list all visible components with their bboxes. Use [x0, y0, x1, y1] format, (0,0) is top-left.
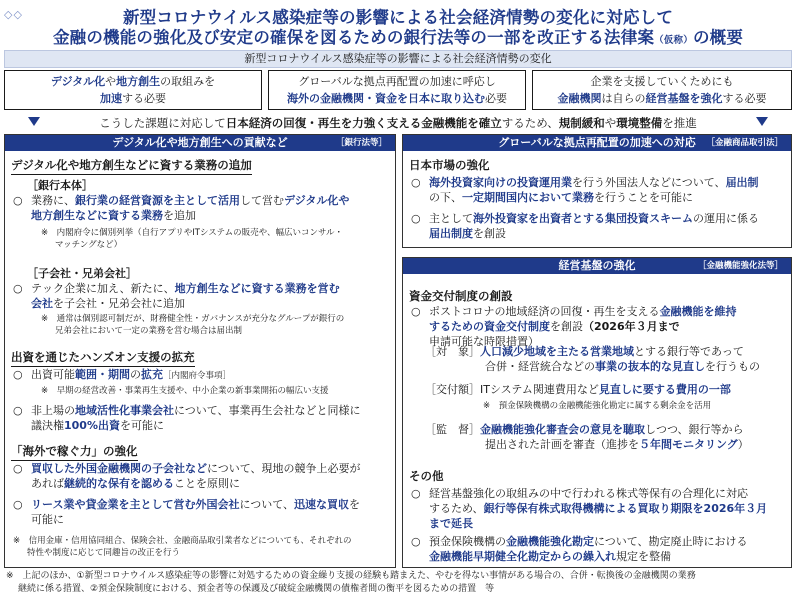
- list-item: ○ テック企業に加え、新たに、地方創生などに資する業務を営む 会社を子会社・兄弟会社に追加: [13, 282, 340, 310]
- need-box-digital: デジタル化や地方創生の取組みを 加速する必要: [4, 70, 262, 110]
- section-heading: 日本市場の強化: [409, 158, 490, 172]
- note: ※ 早期の経営改善・事業再生支援や、中小企業の新事業開拓の幅広い支援: [41, 386, 329, 396]
- list-item: ○ 出資可能範囲・期間の拡充［内閣府令事項］: [13, 368, 232, 381]
- list-item: ○ 海外投資家向けの投資運用業を行う外国法人などについて、届出制 の下、一定期間国内において業務を行うことを可能に: [411, 176, 759, 204]
- detail-amount: ［交付額］ITシステム関連費用など見直しに要する費用の一部: [425, 383, 731, 396]
- note: ※ 内閣府令に個別列挙（自行アプリやITシステムの販売や、幅広いコンサル・ マッチングなど）: [41, 228, 344, 250]
- page-title-line2: 金融の機能の強化及び安定の確保を図るための銀行法等の一部を改正する法律案（仮称）の概要: [52, 28, 744, 47]
- panel-digital-regional: [4, 134, 396, 568]
- detail-target: ［対 象］人口減少地域を主たる営業地域とする銀行等であって 合併・経営統合などの事業の抜本的な見直しを行うもの: [425, 345, 760, 373]
- list-item: ○ 買収した外国金融機関の子会社などについて、現地の競争上必要が あれば継続的な保有を認めることを原則に: [13, 462, 361, 490]
- decoration-diamonds: ◇◇: [4, 8, 23, 21]
- section-heading: 資金交付制度の創設: [409, 289, 513, 303]
- section-heading: その他: [409, 469, 444, 483]
- title-area: [0, 0, 796, 48]
- note: ※ 通常は個別認可制だが、財務健全性・ガバナンスが充分なグループが銀行の 兄弟会社において一定の業務を営む場合は届出制: [41, 314, 345, 336]
- panel-header: デジタル化や地方創生への貢献など ［銀行法等］: [5, 135, 395, 151]
- need-box-management: 企業を支援していくためにも 金融機関は自らの経営基盤を強化する必要: [532, 70, 792, 110]
- policy-summary-line: こうした課題に対応して日本経済の回復・再生を力強く支える金融機能を確立するため、規制緩和や環境整備を推進: [99, 116, 697, 130]
- detail-supervision: ［監 督］金融機能強化審査会の意見を聴取しつつ、銀行等から 提出された計画を審査（進捗を５年間モニタリング）: [425, 423, 749, 451]
- list-item: ○ リース業や貸金業を主として営む外国会社について、迅速な買収を 可能に: [13, 498, 361, 526]
- section-heading: デジタル化や地方創生などに資する業務の追加: [11, 157, 252, 175]
- footnote: ※ 上記のほか、①新型コロナウイルス感染症等の影響に対処するための資金繰り支援の経験も踏まえた、やむを得ない事情がある場合の、合併・転換後の金融機関の業務 継続に係る措置、②預金保険制度における、預金者等の保護及び破綻金融機関の債権者間の衡平を図るための措置 等: [6, 571, 696, 594]
- list-item: ○ 業務に、銀行業の経営資源を主として活用して営むデジタル化や 地方創生などに資する業務を追加: [13, 194, 350, 222]
- sub-heading-bank: ［銀行本体］: [27, 179, 93, 192]
- list-item: ○ 預金保険機構の金融機能強化勘定について、勘定廃止時における 金融機能早期健全化勘定からの繰入れ規定を整備: [411, 535, 748, 563]
- panel-header: 経営基盤の強化 ［金融機能強化法等］: [403, 258, 791, 274]
- panel-management-base: [402, 257, 792, 568]
- list-item: ○ 非上場の地域活性化事業会社について、事業再生会社などと同様に 議決権100%出資を可能に: [13, 404, 361, 432]
- page-title-line1: 新型コロナウイルス感染症等の影響による社会経済情勢の変化に対応して: [122, 8, 674, 27]
- section-heading: 出資を通じたハンズオン支援の拡充: [11, 349, 195, 367]
- note: ※ 信用金庫・信用協同組合、保険会社、金融商品取引業者などについても、それぞれの 特性や制度に応じて同趣旨の改正を行う: [13, 536, 352, 558]
- need-box-global: グローバルな拠点再配置の加速に呼応し 海外の金融機関・資金を日本に取り込む必要: [268, 70, 526, 110]
- section-heading: 「海外で稼ぐ力」の強化: [11, 443, 138, 461]
- sub-heading-subsidiary: ［子会社・兄弟会社］: [27, 267, 137, 280]
- panel-global-relocation: [402, 134, 792, 248]
- list-item: ○ 経営基盤強化の取組みの中で行われる株式等保有の合理化に対応 するため、銀行等保有株式取得機構による買取り期限を2026年３月 まで延長: [411, 487, 768, 530]
- situation-band: 新型コロナウイルス感染症等の影響による社会経済情勢の変化: [4, 50, 792, 68]
- panel-header: グローバルな拠点再配置の加速への対応 ［金融商品取引法］: [403, 135, 791, 151]
- note: ※ 預金保険機構の金融機能強化勘定に属する剰余金を活用: [483, 401, 712, 411]
- list-item: ○ ポストコロナの地域経済の回復・再生を支える金融機能を維持 するための資金交付制度を創設（2026年３月まで申請可能な時限措置）: [411, 305, 737, 348]
- list-item: ○ 主として海外投資家を出資者とする集団投資スキームの運用に係る 届出制度を創設: [411, 212, 759, 240]
